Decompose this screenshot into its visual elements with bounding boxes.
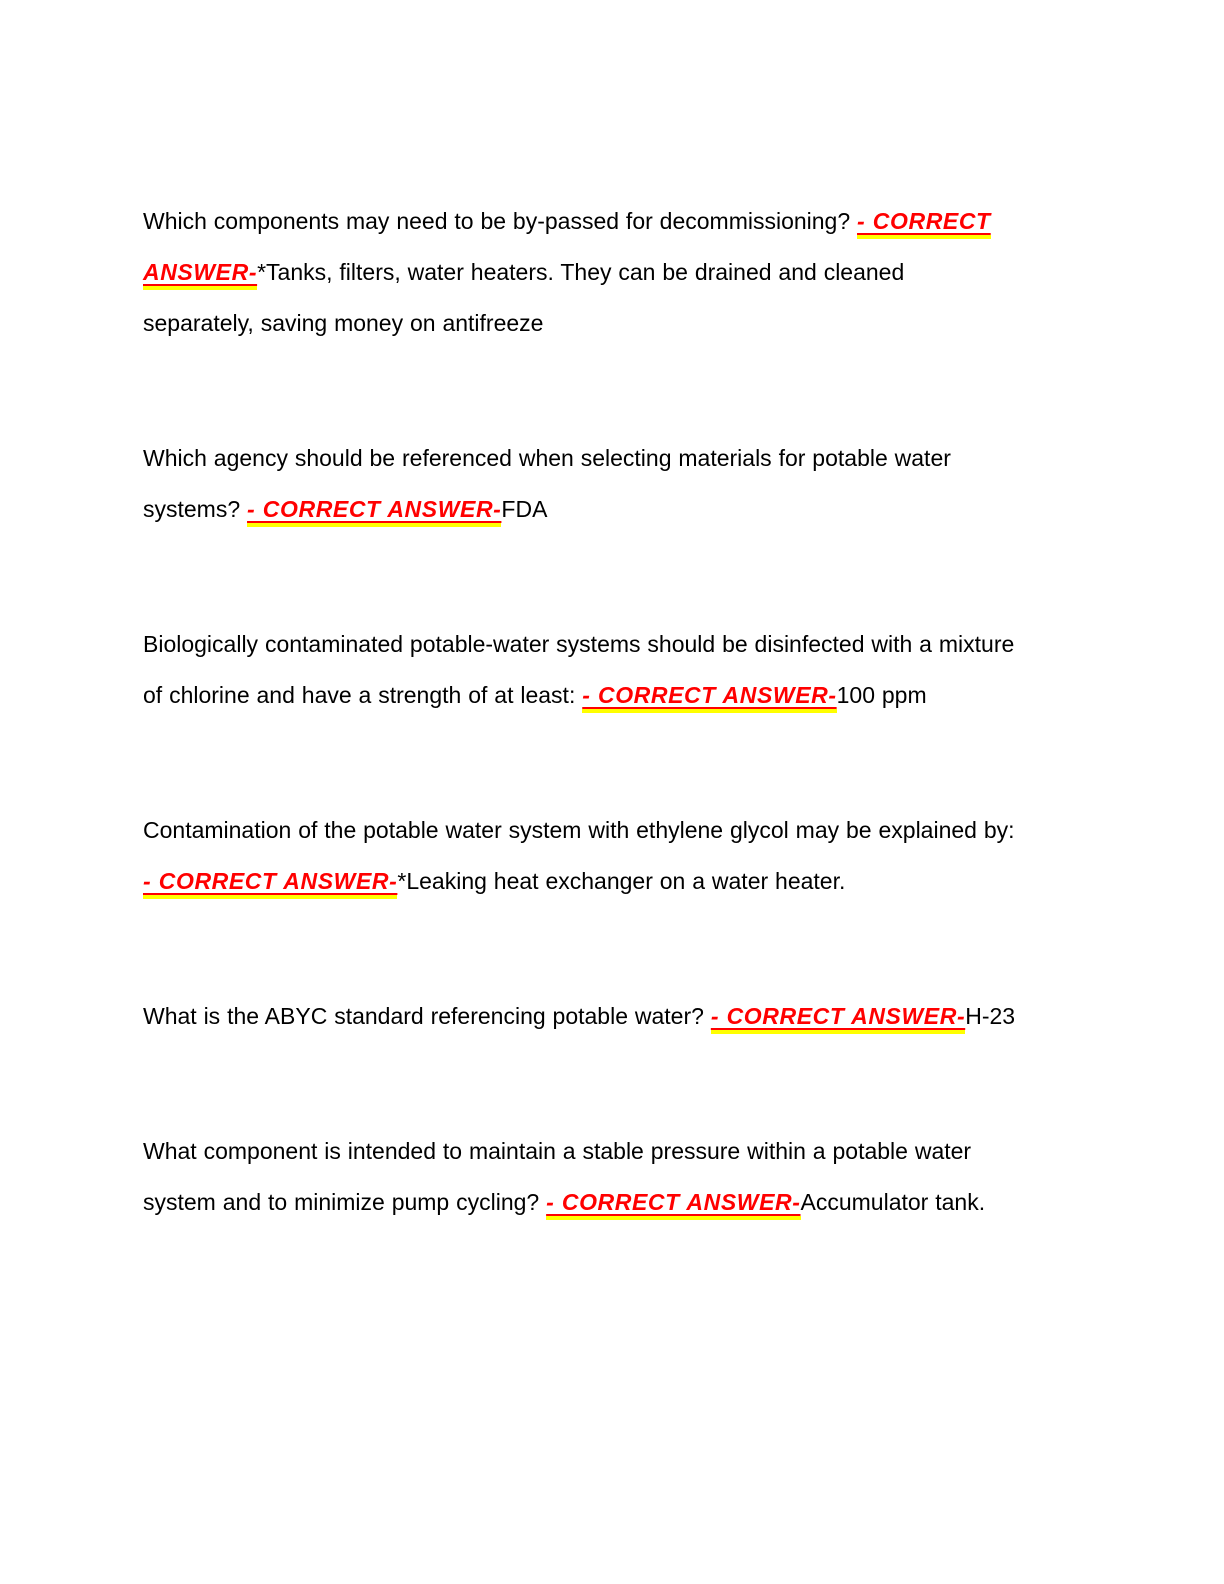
qa-block-2 [143,433,1019,535]
question-text: Biologically contaminated potable-water systems should be disinfected with a mixture of chlorine and have a strength of at least: [143,631,1015,708]
answer-text: *Leaking heat exchanger on a water heater. [397,868,846,894]
correct-answer-marker: - CORRECT ANSWER- [582,682,836,713]
question-text: Which agency should be referenced when selecting materials for potable water systems? [143,445,951,522]
answer-text: Accumulator tank. [800,1189,986,1215]
qa-block-5 [143,991,1019,1042]
answer-text: *Tanks, filters, water heaters. They can be drained and cleaned separately, saving money on antifreeze [143,259,905,336]
correct-answer-marker: - CORRECT ANSWER- [143,208,991,290]
question-text: What component is intended to maintain a stable pressure within a potable water system and to minimize pump cycling? [143,1138,972,1215]
qa-block-1 [143,196,1019,349]
answer-text: 100 ppm [836,682,927,708]
correct-answer-marker: - CORRECT ANSWER- [247,496,501,527]
question-text: Contamination of the potable water system with ethylene glycol may be explained by: [143,817,1015,843]
answer-text: FDA [501,496,548,522]
qa-block-6 [143,1126,1019,1228]
question-text: What is the ABYC standard referencing potable water? [143,1003,704,1029]
correct-answer-marker: - CORRECT ANSWER- [546,1189,800,1220]
answer-text: H-23 [965,1003,1016,1029]
correct-answer-marker: - CORRECT ANSWER- [143,868,397,899]
qa-block-4 [143,805,1019,907]
correct-answer-marker: - CORRECT ANSWER- [711,1003,965,1034]
qa-block-3 [143,619,1019,721]
question-text: Which components may need to be by-passed for decommissioning? [143,208,851,234]
